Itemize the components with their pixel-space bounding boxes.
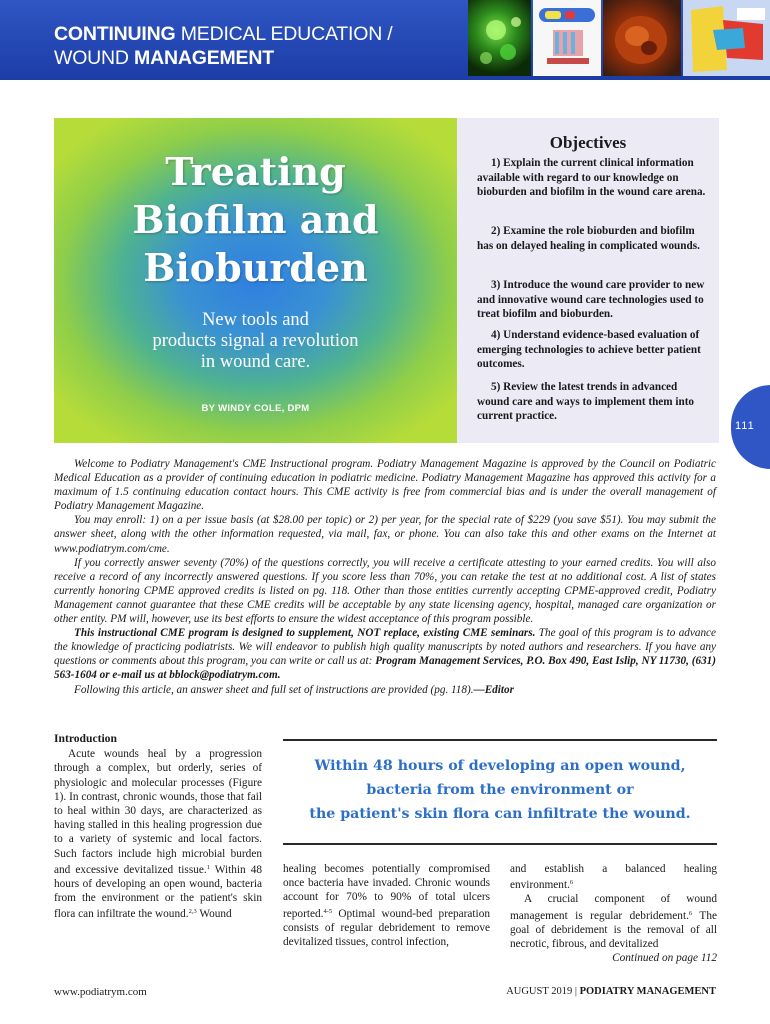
objectives-box <box>457 118 719 443</box>
body-text: healing becomes potentially compromised once bacteria have invaded. Chronic wounds account for 70% to 90% of total ulcers reported. <box>283 863 490 920</box>
body-column-2 <box>283 862 490 949</box>
wound-photo-image <box>603 0 681 76</box>
body-text: The goal of debridement is the removal of all necrotic, fibrous, and devitalized <box>510 909 717 951</box>
body-column-3 <box>510 862 717 965</box>
body-paragraph <box>283 862 490 949</box>
intro-paragraph <box>54 683 716 697</box>
footer-issue-info <box>506 986 716 997</box>
body-paragraph <box>54 747 262 921</box>
article-title-line: Bioburden <box>143 245 368 290</box>
author-byline: BY WINDY COLE, DPM <box>201 403 310 414</box>
article-subtitle-line: products signal a revolution <box>152 331 359 351</box>
article-subtitle-line: New tools and <box>202 310 309 330</box>
footer-separator: | <box>574 986 577 997</box>
objectives-heading: Objectives <box>549 133 627 152</box>
header-banner <box>0 0 770 80</box>
hero-panel <box>54 118 457 443</box>
intro-paragraph: If you correctly answer seventy (70%) of the questions correctly, you will receive a certificate attesting to your earned credits. You will also receive a record of any incorrectly answered questions. If you score less than 70%, you can retake the test at no additional cost. A list of states currently honoring CPME approved credits is listed on pg. 118. Other than those entities currently accepting CPME-approved credit, Podiatry Management cannot guarantee that these CME credits will be acceptable by any state licensing agency, hospital, managed care organization or other entity. PM will, however, use its best efforts to ensure the widest acceptance of this program possible. <box>54 556 716 626</box>
pull-quote-line: bacteria from the environment or <box>366 782 634 798</box>
body-text: and establish a balanced healing environment. <box>510 863 717 892</box>
body-column-1 <box>54 732 262 922</box>
body-text: A crucial component of wound management is regular debridement. <box>510 893 717 922</box>
section-title-bold: CONTINUING <box>54 23 176 45</box>
microscopy-image <box>468 0 531 76</box>
article-title <box>54 148 457 292</box>
healing-diagram-image <box>683 0 770 76</box>
objective-item: 1) Explain the current clinical information available with regard to our knowledge on bioburden and biofilm in the wound care arena. <box>477 157 706 199</box>
section-title-rest: MEDICAL EDUCATION / <box>175 23 393 45</box>
editor-signoff: —Editor <box>473 683 514 696</box>
objective-item: 2) Examine the role bioburden and biofilm has on delayed healing in complicated wounds. <box>477 225 700 252</box>
article-subtitle <box>54 310 457 373</box>
intro-text: Following this article, an answer sheet and full set of instructions are provided (pg. 118). <box>74 683 474 696</box>
device-diagram-image <box>533 0 601 76</box>
objective-item: 4) Understand evidence-based evaluation of emerging technologies to achieve better patient outcomes. <box>477 329 701 371</box>
intro-paragraph: Welcome to Podiatry Management's CME Instructional program. Podiatry Management Magazine is approved by the Council on Podiatric Medical Education as a provider of continuing education in podiatric medicine. Podiatry Management Magazine has approved this activity for a maximum of 1.5 continuing education contact hours. This CME activity is free from commercial bias and is under the overall management of Podiatry Management Magazine. <box>54 458 716 513</box>
pullquote-top-rule <box>283 739 717 741</box>
body-paragraph <box>510 892 717 951</box>
objective-item: 5) Review the latest trends in advanced wound care and ways to implement them into current practice. <box>477 381 695 423</box>
pullquote-bottom-rule <box>283 843 717 845</box>
article-title-line: Treating <box>165 149 346 194</box>
reference-marker: 6 <box>569 879 574 887</box>
continued-on-link[interactable]: Continued on page 112 <box>612 952 717 965</box>
contact-info: Program Management Services, P.O. Box 490, East Islip, NY 11730, (631) 563-1604 or e-mail us at bblock@podiatrym.com. <box>54 655 717 682</box>
issue-date: AUGUST 2019 <box>506 986 573 997</box>
article-title-line: Biofilm and <box>132 197 379 242</box>
body-paragraph <box>510 862 717 892</box>
body-text: Optimal wound-bed preparation consists of regular debridement to remove devitalized tissues, control infection, <box>283 907 490 949</box>
section-subtitle-light: WOUND <box>54 47 135 69</box>
body-text: Wound <box>196 908 232 921</box>
reference-marker: 1 <box>206 863 210 871</box>
intro-paragraph: You may enroll: 1) on a per issue basis (at $28.00 per topic) or 2) per year, for the special rate of $229 (you save $51). You may submit the answer sheet, along with the other information requested, via mail, fax, or phone. You can also take this and other exams on the Internet at www.podiatrym.com/cme. <box>54 514 716 555</box>
body-text: Within 48 hours of developing an open wound, bacteria from the environment or the patient's skin flora can infiltrate the wound. <box>54 863 262 921</box>
cme-intro <box>54 457 716 697</box>
reference-marker: 2,3 <box>188 908 197 916</box>
body-text: Acute wounds heal by a progression through a complex, but orderly, series of physiologic and molecular processes (Figure 1). In contrast, chronic wounds, those that fail to heal within 30 days, are characterized as having stalled in this healing progression due to a variety of systemic and local factors. Such factors include high microbial burden and excessive devitalized tissue. <box>54 748 262 876</box>
magazine-name: PODIATRY MANAGEMENT <box>579 986 716 997</box>
section-subtitle-bold: MANAGEMENT <box>134 47 274 69</box>
pull-quote <box>283 754 717 826</box>
pull-quote-line: the patient's skin flora can infiltrate the wound. <box>309 806 691 822</box>
reference-marker: 4-5 <box>323 907 333 915</box>
page-number: 111 <box>735 420 755 432</box>
objective-item: 3) Introduce the wound care provider to new and innovative wound care technologies used to treat biofilm and bioburden. <box>477 279 705 321</box>
reference-marker: 6 <box>688 909 693 917</box>
footer-website[interactable]: www.podiatrym.com <box>54 986 147 998</box>
intro-paragraph <box>54 626 716 682</box>
intro-bold-statement: This instructional CME program is designed to supplement, NOT replace, existing CME seminars. <box>74 627 536 640</box>
header-thumbnails <box>468 0 770 80</box>
intro-text: The goal of this program is to advance the knowledge of practicing podiatrists. We will endeavor to publish high quality manuscripts by noted authors and researchers. If you have any questions or comments about this program, you can write or call us at: <box>54 627 716 668</box>
section-title <box>54 22 393 70</box>
section-heading: Introduction <box>54 732 117 745</box>
article-subtitle-line: in wound care. <box>200 352 311 372</box>
pull-quote-line: Within 48 hours of developing an open wound, <box>314 758 686 774</box>
